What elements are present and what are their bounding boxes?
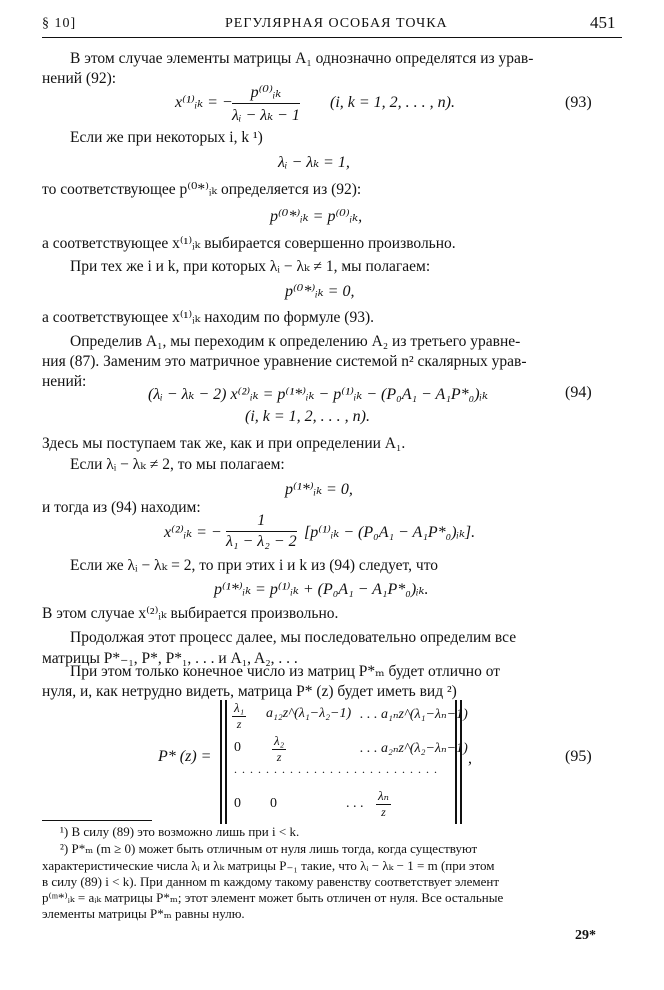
matrix-r1c3: . . . a₁ₙz^(λ₁−λₙ−1) — [360, 707, 468, 722]
paragraph-5: При тех же i и k, при которых λᵢ − λₖ ≠ 1, мы полагаем: — [70, 258, 431, 275]
header-section: § 10] — [42, 16, 77, 31]
matrix-r2c2: $\frac{\text{λ₂}}{z}$ — [274, 733, 285, 764]
equation-b: p⁽⁰*⁾ᵢₖ = p⁽⁰⁾ᵢₖ, — [270, 208, 363, 225]
paragraph-14-line-2: нуля, и, как нетрудно видеть, матрица P* (z) будет иметь вид ²) — [42, 683, 457, 700]
matrix-left-bar-1 — [220, 700, 222, 824]
footnote-2-line-5: элементы матрицы P*ₘ равны нулю. — [42, 906, 245, 921]
paragraph-7-line-3: нений: — [42, 373, 87, 390]
matrix-r2c3: . . . a₂ₙz^(λ₂−λₙ−1) — [360, 741, 468, 756]
equation-a: λᵢ − λₖ = 1, — [278, 154, 350, 171]
eq-e-fraction — [226, 512, 297, 551]
paragraph-9: Если λᵢ − λₖ ≠ 2, то мы полагаем: — [70, 456, 285, 473]
eq95-comma: , — [468, 750, 472, 767]
page-number: 451 — [590, 13, 616, 32]
equation-c: p⁽⁰*⁾ᵢₖ = 0, — [285, 283, 355, 300]
matrix-r1c1: $\frac{\text{λ₁}}{z}$ — [234, 700, 245, 731]
matrix-left-bar-2 — [225, 700, 227, 824]
paragraph-13-line-2: матрицы P*₋₁, P*, P*₁, . . . и A₁, A₂, . . . — [42, 650, 298, 667]
eq93-numerator: p⁽⁰⁾ᵢₖ — [232, 82, 300, 104]
footnote-2-line-3: в силу (89) i < k). При данном m каждому такому равенству соответствует элемент — [42, 874, 500, 889]
footnote-1: ¹) В силу (89) это возможно лишь при i < k. — [60, 824, 300, 839]
paragraph-7-line-2: ния (87). Заменим это матричное уравнение системой n² скалярных урав- — [42, 353, 527, 370]
paragraph-13-line-1: Продолжая этот процесс далее, мы последовательно определим все — [70, 629, 517, 646]
paragraph-4: а соответствующее x⁽¹⁾ᵢₖ выбирается совершенно произвольно. — [42, 235, 456, 252]
paragraph-12: В этом случае x⁽²⁾ᵢₖ выбирается произвольно. — [42, 605, 339, 622]
paragraph-10: и тогда из (94) находим: — [42, 499, 201, 516]
footnote-2-line-1: ²) P*ₘ (m ≥ 0) может быть отличным от нуля лишь тогда, когда существуют — [60, 841, 478, 856]
eq93-lhs: x⁽¹⁾ᵢₖ = − — [175, 94, 233, 111]
eq94-main: (λᵢ − λₖ − 2) x⁽²⁾ᵢₖ = p⁽¹*⁾ᵢₖ − p⁽¹⁾ᵢₖ − (P₀A₁ − A₁P*₀)ᵢₖ — [148, 386, 488, 403]
paragraph-8: Здесь мы поступаем так же, как и при определении A₁. — [42, 435, 406, 452]
equation-d: p⁽¹*⁾ᵢₖ = 0, — [285, 481, 353, 498]
eq93-fraction — [232, 82, 300, 125]
eq-e-numerator: 1 — [226, 512, 297, 532]
header-rule — [42, 37, 622, 38]
eq-e-denominator: λ₁ − λ₂ − 2 — [226, 533, 297, 550]
paragraph-11: Если же λᵢ − λₖ = 2, то при этих i и k из (94) следует, что — [70, 557, 439, 574]
matrix-r2c1: 0 — [234, 740, 241, 755]
eq-e-rhs: [p⁽¹⁾ᵢₖ − (P₀A₁ − A₁P*₀)ᵢₖ]. — [304, 524, 476, 541]
matrix-r4c1: 0 — [234, 796, 241, 811]
eq94-condition: (i, k = 1, 2, . . . , n). — [245, 408, 370, 425]
footnote-2-line-2: характеристические числа λᵢ и λₖ матрицы P₋₁ такие, что λᵢ − λₖ − 1 = m (при этом — [42, 858, 495, 873]
footnote-2-line-4: p⁽ᵐ*⁾ᵢₖ = aᵢₖ матрицы P*ₘ; этот элемент может быть отличен от нуля. Все остальные — [42, 890, 504, 905]
eq93-denominator: λᵢ − λₖ − 1 — [232, 107, 300, 124]
matrix-r1c2: a₁₂z^(λ₁−λ₂−1) — [266, 706, 352, 721]
eq94-number: (94) — [565, 384, 592, 401]
eq93-condition: (i, k = 1, 2, . . . , n). — [330, 94, 455, 111]
header-title: РЕГУЛЯРНАЯ ОСОБАЯ ТОЧКА — [225, 16, 448, 31]
equation-f: p⁽¹*⁾ᵢₖ = p⁽¹⁾ᵢₖ + (P₀A₁ − A₁P*₀)ᵢₖ. — [214, 581, 429, 598]
eq-e-lhs: x⁽²⁾ᵢₖ = − — [164, 524, 222, 541]
paragraph-7-line-1: Определив A₁, мы переходим к определению A₂ из третьего уравне- — [70, 333, 521, 350]
paragraph-1-line-2: нений (92): — [42, 70, 117, 87]
paragraph-6: а соответствующее x⁽¹⁾ᵢₖ находим по формуле (93). — [42, 309, 374, 326]
matrix-r4c2: 0 — [270, 796, 277, 811]
eq95-lhs: P* (z) = — [158, 748, 212, 765]
eq93-number: (93) — [565, 94, 592, 111]
matrix-r4c3-dots: . . . — [346, 796, 364, 811]
paragraph-14-line-1: При этом только конечное число из матриц P*ₘ будет отлично от — [70, 663, 501, 680]
paragraph-3: то соответствующее p⁽⁰*⁾ᵢₖ определяется из (92): — [42, 181, 362, 198]
footnote-rule — [42, 820, 152, 821]
paragraph-1-line-1: В этом случае элементы матрицы A₁ однозначно определятся из урав- — [70, 50, 534, 67]
signature-mark: 29* — [575, 928, 596, 943]
matrix-r4c3: $\frac{\text{λₙ}}{z}$ — [378, 788, 389, 819]
matrix-dots-row: . . . . . . . . . . . . . . . . . . . . . . . . . . — [234, 762, 438, 776]
eq95-number: (95) — [565, 748, 592, 765]
paragraph-2: Если же при некоторых i, k ¹) — [70, 129, 263, 146]
